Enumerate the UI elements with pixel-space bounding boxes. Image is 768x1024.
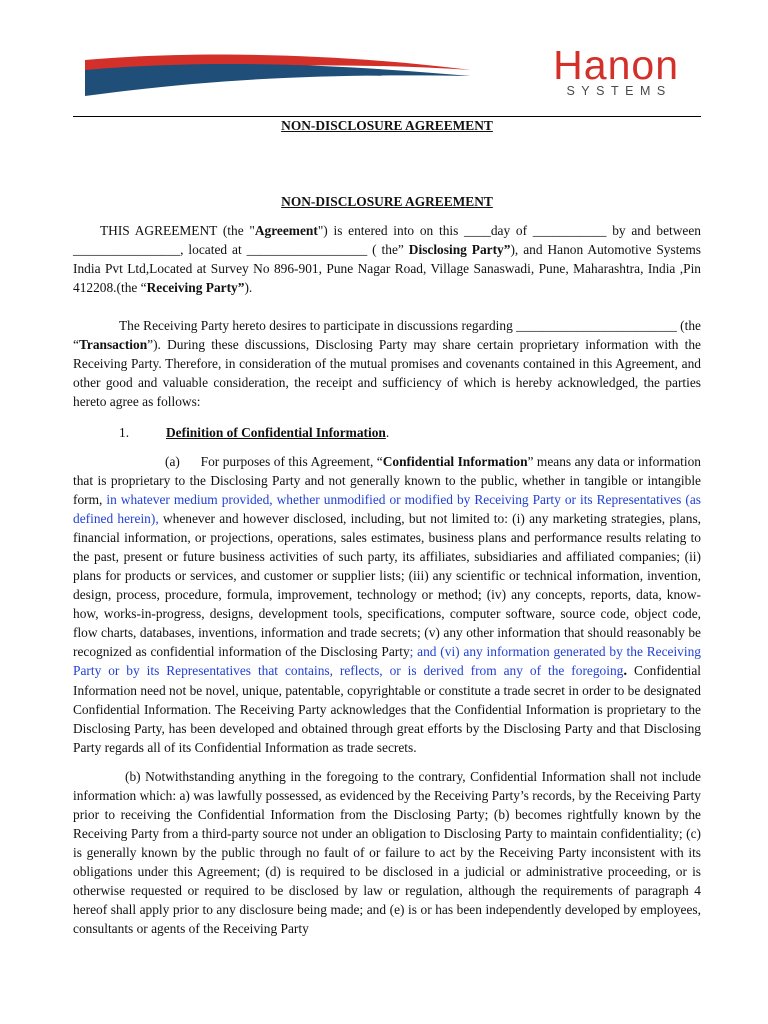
document-title: NON-DISCLOSURE AGREEMENT bbox=[281, 194, 493, 209]
tracked-insert-2: ; and (vi) any information generated by the Receiving Party or by its Representatives that contains, reflects, or is derived from any of the foregoing bbox=[73, 644, 701, 678]
paragraph-a: (a) For purposes of this Agreement, “Confidential Information” means any data or information that is proprietary to the Disclosing Party and not generally known to the public, whether in tangible or intangible form, in whatever medium provided, whether unmodified or modified by Receiving Party or its Representatives (as defined herein), whenever and however disclosed, including, but not limited to: (i) any marketing strategies, plans, financial information, or projections, operations, sales estimates, business plans and performance results relating to the past, present or future business activities of such party, its affiliates, subsidiaries and affiliated companies; (ii) plans for products or services, and customer or supplier lists; (iii) any scientific or technical information, invention, design, process, procedure, formula, improvement, technology or method; (iv) any concepts, reports, data, know-how, works-in-progress, designs, development tools, specifications, computer software, source code, object code, flow charts, databases, inventions, information and trade secrets; (v) any other information that should reasonably be recognized as confidential information of the Disclosing Party; and (vi) any information generated by the Receiving Party or by its Representatives that contains, reflects, or is derived from any of the foregoing. Confidential Information need not be novel, unique, patentable, copyrightable or constitute a trade secret in order to be designated Confidential Information. The Receiving Party acknowledges that the Confidential Information is proprietary to the Disclosing Party, has been developed and obtained through great efforts by the Disclosing Party and that Disclosing Party regards all of its Confidential Information as trade secrets. bbox=[73, 454, 702, 755]
paragraph-b: (b) Notwithstanding anything in the foregoing to the contrary, Confidential Information shall not include information which: a) was lawfully possessed, as evidenced by the Receiving Party’s records, by the Receiving Party prior to receiving the Confidential Information from the Disclosing Party; (b) becomes rightfully known by the Receiving Party from a third-party source not under an obligation to Disclosing Party to maintain confidentiality; (c) is generally known by the public through no fault of or failure to act by the Receiving Party inconsistent with its obligations under this Agreement; (d) is required to be disclosed in a judicial or administrative proceeding, or is otherwise requested or required to be disclosed by law or regulation, although the requirements of paragraph 4 hereof shall apply prior to any disclosure being made; and (e) is or has been independently developed by employees, consultants or agents of the Receiving Party bbox=[73, 769, 701, 936]
section-number: 1. bbox=[119, 425, 130, 440]
purpose-paragraph: The Receiving Party hereto desires to participate in discussions regarding ________________________ (the “Transaction”). During these discussions, Disclosing Party may share certain proprietary information with the Receiving Party. Therefore, in consideration of the mutual promises and covenants contained in this Agreement, and other good and valuable consideration, the receipt and sufficiency of which is hereby acknowledged, the parties hereto agree as follows: bbox=[73, 318, 701, 409]
header-title: NON-DISCLOSURE AGREEMENT bbox=[281, 118, 493, 133]
brand-subtitle: SYSTEMS bbox=[566, 84, 672, 98]
document-body bbox=[73, 116, 701, 938]
hanon-swoosh-logo bbox=[83, 48, 483, 98]
section-1-heading: 1. Definition of Confidential Information. bbox=[119, 425, 390, 440]
brand-name: Hanon bbox=[553, 42, 679, 88]
section-title: Definition of Confidential Information bbox=[166, 425, 386, 440]
intro-paragraph: THIS AGREEMENT (the "Agreement") is entered into on this ____day of ___________ by and between ________________, located at __________________ ( the” Disclosing Party”), and Hanon Automotive Systems India Pvt Ltd,Located at Survey No 896-901, Pune Nagar Road, Village Sanaswadi, Pune, Maharashtra, India ,Pin 412208.(the “Receiving Party”). bbox=[73, 223, 702, 295]
letterhead bbox=[73, 40, 701, 100]
tracked-insert-1: in whatever medium provided, whether unmodified or modified by Receiving Party or its Representatives (as defined herein), bbox=[73, 492, 701, 526]
hanon-brand bbox=[553, 42, 679, 98]
